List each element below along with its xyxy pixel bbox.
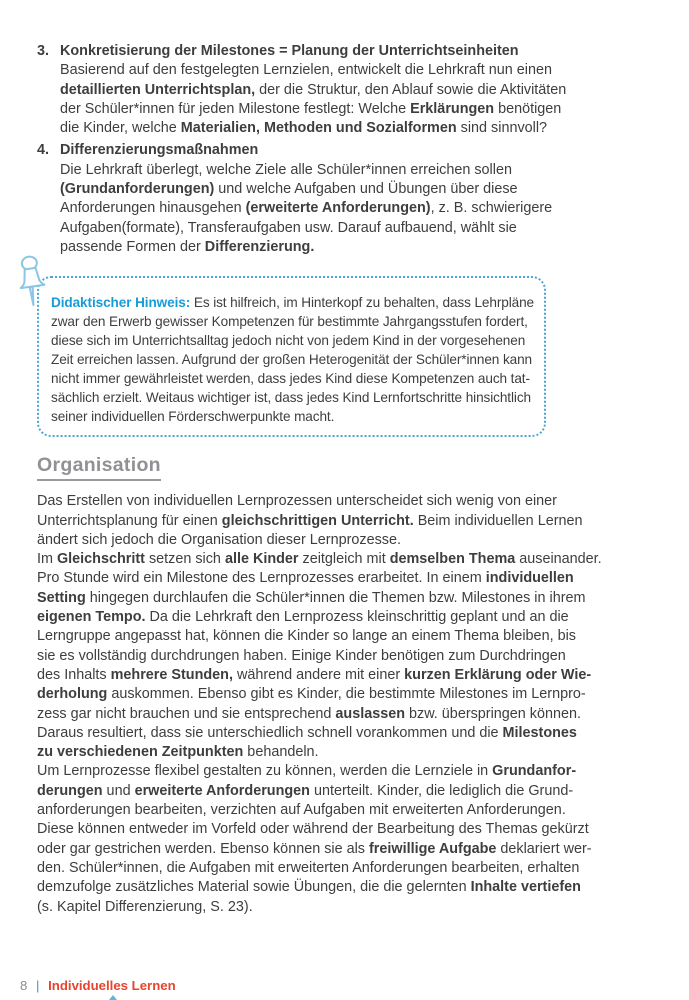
hint-box bbox=[37, 276, 546, 437]
item-number: 3. bbox=[37, 43, 50, 59]
text-line: Diese können entweder im Vorfeld oder während der Bearbeitung des Themas gekürzt bbox=[37, 821, 589, 838]
text-line: anforderungen bearbeiten, verzichten auf Aufgaben mit erweiterten Anforderungen. bbox=[37, 802, 566, 819]
item-body bbox=[60, 61, 566, 138]
body-text bbox=[37, 492, 669, 917]
text-line: seiner individuellen Förderschwerpunkte macht. bbox=[51, 409, 335, 425]
text-line: oder gar gestrichen werden. Ebenso können sie als freiwillige Aufgabe deklariert wer- bbox=[37, 840, 592, 857]
text-line: Pro Stunde wird ein Milestone des Lernprozesses erarbeitet. In einem individuellen bbox=[37, 570, 574, 587]
footer-divider: | bbox=[36, 978, 40, 993]
text-line: Aufgaben(formate), Transferaufgaben usw. Darauf aufbauend, wählt sie bbox=[60, 219, 517, 236]
text-line: Im Gleichschritt setzen sich alle Kinder zeitgleich mit demselben Thema auseinander. bbox=[37, 551, 602, 568]
text-line: ändert sich jedoch die Organisation dieser Lernprozesse. bbox=[37, 531, 401, 548]
section-title-text: Organisation bbox=[37, 454, 161, 481]
list-item-3 bbox=[37, 42, 669, 138]
text-line: zu verschiedenen Zeitpunkten behandeln. bbox=[37, 744, 319, 761]
item-body bbox=[60, 161, 552, 257]
text-line: Setting hingegen durchlaufen die Schüler*innen die Themen bzw. Milestones in ihrem bbox=[37, 589, 586, 606]
section-title bbox=[37, 454, 669, 481]
hint-box-text bbox=[51, 293, 535, 426]
text-line: der Schüler*innen für jeden Milestone festlegt: Welche Erklärungen benötigen bbox=[60, 100, 562, 117]
text-line: Um Lernprozesse flexibel gestalten zu können, werden die Lernziele in Grundanfor- bbox=[37, 763, 577, 780]
text-line: Daraus resultiert, dass sie unterschiedlich schnell vorankommen und die Milestones bbox=[37, 724, 577, 741]
text-line: (Grundanforderungen) und welche Aufgaben und Übungen über diese bbox=[60, 181, 518, 198]
text-line: Lerngruppe angepasst hat, können die Kinder so lange an einem Thema bleiben, bis bbox=[37, 628, 576, 645]
text-line: (s. Kapitel Differenzierung, S. 23). bbox=[37, 898, 253, 915]
item-content bbox=[60, 141, 552, 257]
text-line: diese sich im Unterrichtsalltag jedoch nicht von jedem Kind in der vorgesehenen bbox=[51, 333, 526, 349]
item-number: 4. bbox=[37, 142, 50, 159]
item-heading: Differenzierungsmaßnahmen bbox=[60, 142, 259, 159]
page-edge-mark-icon bbox=[109, 995, 117, 1000]
pushpin-icon bbox=[12, 253, 52, 317]
text-line: passende Formen der Differenzierung. bbox=[60, 238, 315, 255]
text-line: den. Schüler*innen, die Aufgaben mit erweiterten Anforderungen bearbeiten, erhalten bbox=[37, 859, 580, 876]
text-line: des Inhalts mehrere Stunden, während andere mit einer kurzen Erklärung oder Wie- bbox=[37, 666, 592, 683]
text-line: Das Erstellen von individuellen Lernprozessen unterscheidet sich wenig von einer bbox=[37, 493, 557, 510]
text-line: Didaktischer Hinweis: Es ist hilfreich, im Hinterkopf zu behalten, dass Lehrpläne bbox=[51, 295, 535, 311]
item-content bbox=[60, 42, 566, 138]
text-line: derholung auskommen. Ebenso gibt es Kinder, die bestimmte Milestones im Lernpro- bbox=[37, 686, 586, 703]
text-line: demzufolge zusätzliches Material sowie Übungen, die die gelernten Inhalte vertiefen bbox=[37, 879, 581, 896]
footer-chapter-title: Individuelles Lernen bbox=[48, 978, 176, 993]
list-item-4 bbox=[37, 141, 669, 257]
text-line: Basierend auf den festgelegten Lernzielen, entwickelt die Lehrkraft nun einen bbox=[60, 62, 553, 79]
text-line: Die Lehrkraft überlegt, welche Ziele alle Schüler*innen erreichen sollen bbox=[60, 161, 512, 178]
text-line: sächlich erzielt. Weitaus wichtiger ist, dass jedes Kind Lernfortschritte hinsichtlich bbox=[51, 390, 531, 406]
hint-box-wrapper bbox=[37, 276, 546, 437]
footer bbox=[20, 978, 176, 994]
text-line: nicht immer gewährleistet werden, dass jedes Kind diese Kompetenzen auch tat- bbox=[51, 371, 530, 387]
text-line: Unterrichtsplanung für einen gleichschrittigen Unterricht. Beim individuellen Lernen bbox=[37, 512, 583, 529]
text-line: Anforderungen hinausgehen (erweiterte Anforderungen), z. B. schwierigere bbox=[60, 200, 553, 217]
text-line: derungen und erweiterte Anforderungen unterteilt. Kinder, die lediglich die Grund- bbox=[37, 782, 574, 799]
text-line: Zeit erreichen lassen. Aufgrund der großen Heterogenität der Schüler*innen kann bbox=[51, 352, 533, 368]
text-line: detaillierten Unterrichtsplan, der die Struktur, den Ablauf sowie die Aktivitäten bbox=[60, 81, 567, 98]
footer-page-number: 8 bbox=[20, 978, 28, 993]
numbered-list bbox=[37, 42, 669, 257]
text-line: zwar den Erwerb gewisser Kompetenzen für bestimmte Jahrgangsstufen fordert, bbox=[51, 314, 528, 330]
text-line: die Kinder, welche Materialien, Methoden und Sozialformen sind sinnvoll? bbox=[60, 120, 548, 137]
item-heading: Konkretisierung der Milestones = Planung der Unterrichtseinheiten bbox=[60, 43, 519, 59]
text-line: eigenen Tempo. Da die Lehrkraft den Lernprozess kleinschrittig geplant und an die bbox=[37, 609, 569, 626]
text-line: sie es vollständig durchdrungen haben. Einige Kinder benötigen zum Durchdringen bbox=[37, 647, 566, 664]
text-line: zess gar nicht brauchen und sie entsprechend auslassen bzw. überspringen können. bbox=[37, 705, 582, 722]
